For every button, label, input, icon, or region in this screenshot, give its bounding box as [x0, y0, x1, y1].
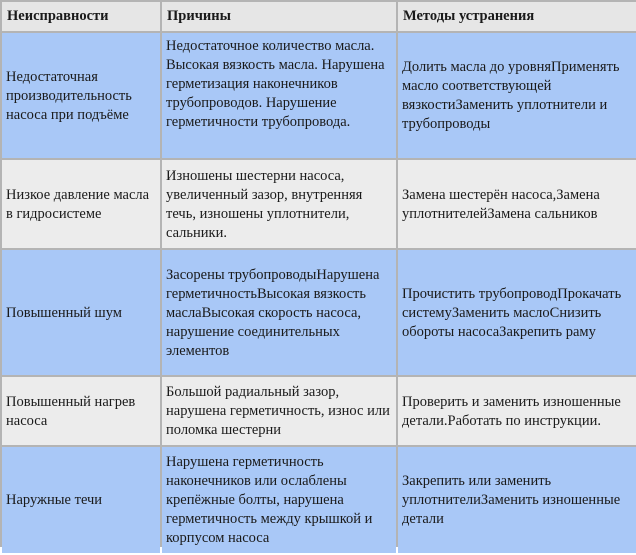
remedy-cell: Замена шестерён насоса,Замена уплотнителейЗамена сальников: [398, 160, 636, 248]
header-remedies: Методы устранения: [398, 2, 636, 31]
fault-cell: Низкое давление масла в гидросистеме: [2, 160, 160, 248]
header-faults: Неисправности: [2, 2, 160, 31]
cause-cell: Большой радиальный зазор, нарушена герметичность, износ или поломка шестерни: [162, 377, 396, 445]
remedy-cell: Закрепить или заменить уплотнителиЗаменить изношенные детали: [398, 447, 636, 553]
remedy-cell: Проверить и заменить изношенные детали.Работать по инструкции.: [398, 377, 636, 445]
header-causes: Причины: [162, 2, 396, 31]
remedy-cell: Прочистить трубопроводПрокачать системуЗаменить маслоСнизить обороты насосаЗакрепить раму: [398, 250, 636, 375]
remedy-cell: Долить масла до уровняПрименять масло соответствующей вязкостиЗаменить уплотнители и трубопроводы: [398, 33, 636, 158]
cause-cell: Изношены шестерни насоса, увеличенный зазор, внутренняя течь, изношены уплотнители, сальники.: [162, 160, 396, 248]
table-row: [2, 250, 636, 375]
table-row: [2, 160, 636, 248]
fault-cell: Повышенный шум: [2, 250, 160, 375]
fault-cell: Наружные течи: [2, 447, 160, 553]
fault-cell: Недостаточная производительность насоса при подъёме: [2, 33, 160, 158]
table-row: [2, 447, 636, 553]
fault-cell: Повышенный нагрев насоса: [2, 377, 160, 445]
table-row: [2, 33, 636, 158]
table-header-row: [2, 2, 636, 31]
cause-cell: Нарушена герметичность наконечников или ослаблены крепёжные болты, нарушена герметичность между крышкой и корпусом насоса: [162, 447, 396, 553]
table-row: [2, 377, 636, 445]
cause-cell: Недостаточное количество масла. Высокая вязкость масла. Нарушена герметизация наконечников трубопроводов. Нарушение герметичности трубопровода.: [162, 33, 396, 158]
cause-cell: Засорены трубопроводыНарушена герметичностьВысокая вязкость маслаВысокая скорость насоса, нарушение соединительных элементов: [162, 250, 396, 375]
